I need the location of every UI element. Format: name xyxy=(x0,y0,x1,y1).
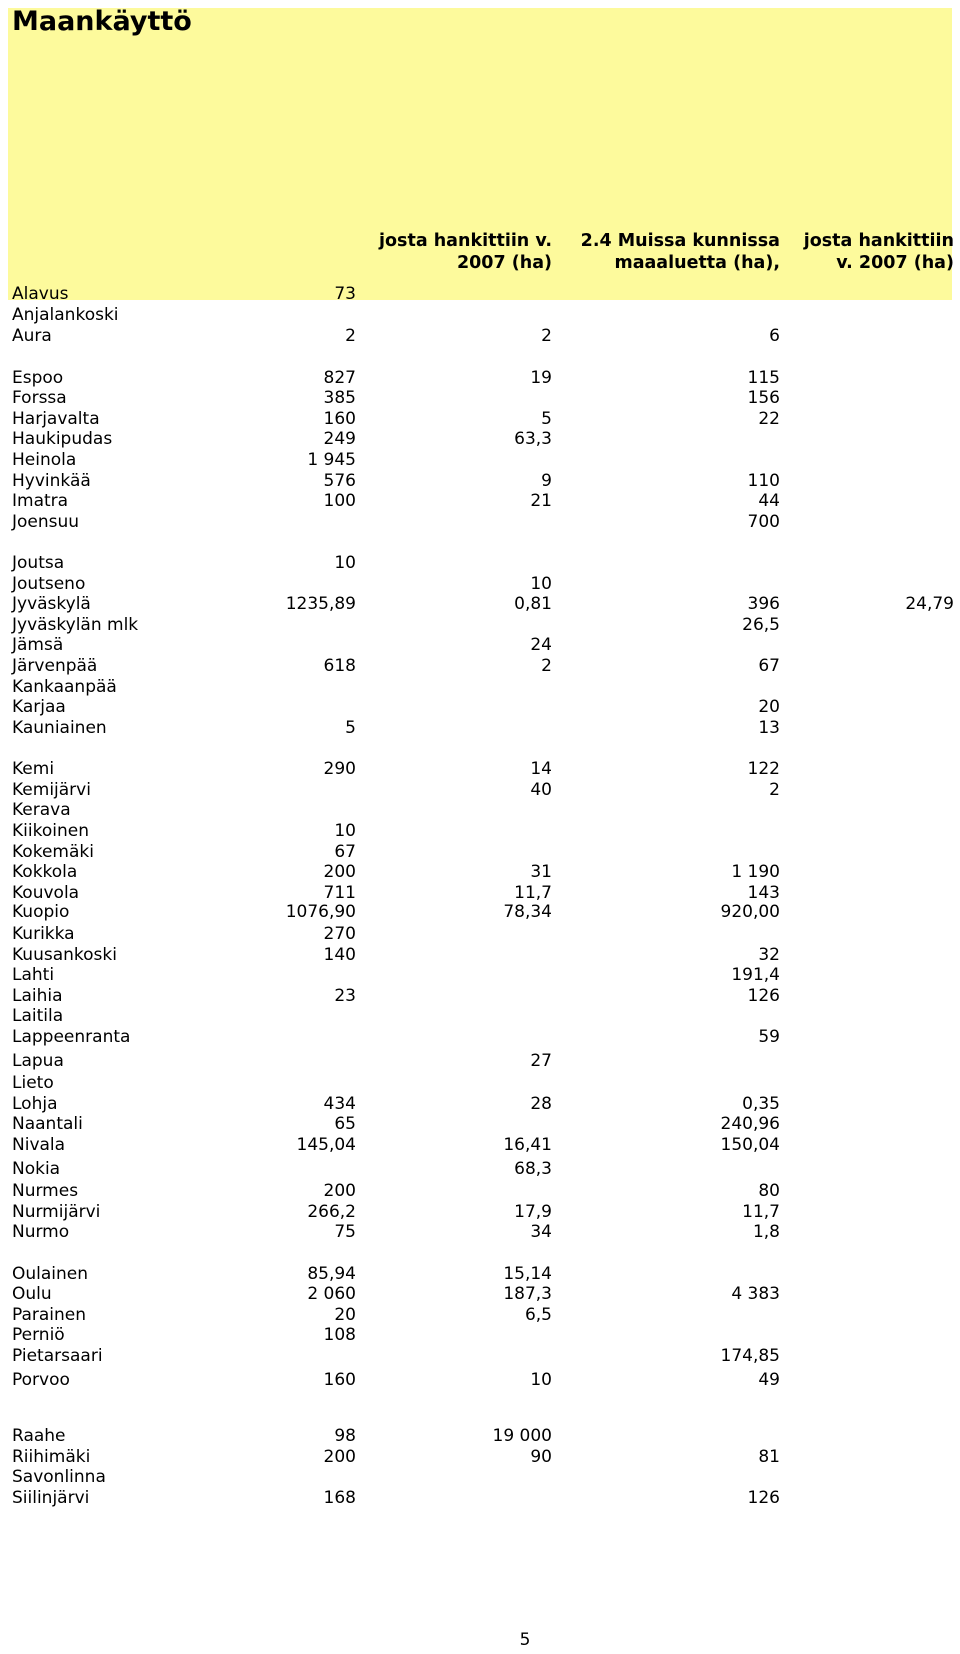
value-cell-3: 1 190 xyxy=(731,862,780,882)
value-cell-2: 27 xyxy=(530,1051,552,1071)
value-cell-1: 200 xyxy=(323,1181,356,1201)
municipality-cell: Jyväskylä xyxy=(12,594,91,614)
value-cell-3: 115 xyxy=(747,368,780,388)
table-row xyxy=(0,1324,960,1346)
value-cell-3: 126 xyxy=(747,986,780,1006)
value-cell-1: 2 xyxy=(345,326,356,346)
table-row xyxy=(0,1093,960,1115)
value-cell-1: 10 xyxy=(334,821,356,841)
table-row xyxy=(0,552,960,574)
value-cell-1: 75 xyxy=(334,1222,356,1242)
municipality-cell: Espoo xyxy=(12,368,64,388)
table-row xyxy=(0,325,960,347)
value-cell-3: 150,04 xyxy=(720,1135,780,1155)
table-row xyxy=(0,1304,960,1326)
municipality-cell: Kemijärvi xyxy=(12,780,91,800)
value-cell-2: 10 xyxy=(530,574,552,594)
value-cell-2: 16,41 xyxy=(503,1135,552,1155)
column-header-muissa-kunnissa xyxy=(581,230,780,274)
municipality-cell: Kuusankoski xyxy=(12,945,117,965)
municipality-cell: Perniö xyxy=(12,1325,65,1345)
municipality-cell: Anjalankoski xyxy=(12,305,119,325)
value-cell-1: 434 xyxy=(323,1094,356,1114)
table-row xyxy=(0,1369,960,1391)
value-cell-1: 711 xyxy=(323,883,356,903)
municipality-cell: Porvoo xyxy=(12,1370,70,1390)
value-cell-2: 6,5 xyxy=(524,1305,552,1325)
table-row xyxy=(0,449,960,471)
value-cell-1: 200 xyxy=(323,1447,356,1467)
value-cell-1: 385 xyxy=(323,388,356,408)
table-row xyxy=(0,1113,960,1135)
table-row xyxy=(0,944,960,966)
table-row xyxy=(0,1283,960,1305)
value-cell-2: 17,9 xyxy=(514,1202,552,1222)
value-cell-2: 68,3 xyxy=(514,1159,552,1179)
header-line: 2007 (ha) xyxy=(456,253,552,273)
value-cell-3: 191,4 xyxy=(731,965,780,985)
municipality-cell: Kemi xyxy=(12,759,55,779)
municipality-cell: Jyväskylän mlk xyxy=(12,615,139,635)
value-cell-3: 0,35 xyxy=(742,1094,780,1114)
table-row xyxy=(0,696,960,718)
value-cell-3: 11,7 xyxy=(742,1202,780,1222)
municipality-cell: Riihimäki xyxy=(12,1447,91,1467)
value-cell-4: 24,79 xyxy=(905,594,954,614)
value-cell-2: 2 xyxy=(541,326,552,346)
value-cell-3: 2 xyxy=(769,780,780,800)
municipality-cell: Savonlinna xyxy=(12,1467,106,1487)
municipality-cell: Alavus xyxy=(12,284,69,304)
table-row xyxy=(0,841,960,863)
page-number: 5 xyxy=(519,1630,531,1650)
municipality-cell: Parainen xyxy=(12,1305,87,1325)
table-row xyxy=(0,1134,960,1156)
value-cell-3: 143 xyxy=(747,883,780,903)
municipality-cell: Laihia xyxy=(12,986,63,1006)
table-row xyxy=(0,387,960,409)
table-row xyxy=(0,283,960,305)
value-cell-2: 187,3 xyxy=(503,1284,552,1304)
table-row xyxy=(0,304,960,326)
value-cell-1: 140 xyxy=(323,945,356,965)
table-row xyxy=(0,634,960,656)
header-line: v. 2007 (ha) xyxy=(836,253,954,273)
header-line: maaaluetta (ha), xyxy=(614,253,780,273)
value-cell-2: 90 xyxy=(530,1447,552,1467)
header-line: josta hankittiin xyxy=(803,231,954,251)
value-cell-1: 1 945 xyxy=(307,450,356,470)
value-cell-3: 22 xyxy=(758,409,780,429)
table-row xyxy=(0,1180,960,1202)
value-cell-3: 6 xyxy=(769,326,780,346)
value-cell-3: 26,5 xyxy=(742,615,780,635)
column-header-hankittiin-1 xyxy=(379,230,552,274)
value-cell-1: 145,04 xyxy=(296,1135,356,1155)
value-cell-1: 98 xyxy=(334,1426,356,1446)
municipality-cell: Laitila xyxy=(12,1006,64,1026)
municipality-cell: Kokemäki xyxy=(12,842,94,862)
table-row xyxy=(0,779,960,801)
table-row xyxy=(0,676,960,698)
header-line: 2.4 Muissa kunnissa xyxy=(580,231,780,251)
value-cell-1: 20 xyxy=(334,1305,356,1325)
municipality-cell: Aura xyxy=(12,326,52,346)
value-cell-2: 28 xyxy=(530,1094,552,1114)
table-row xyxy=(0,1466,960,1488)
municipality-cell: Lieto xyxy=(12,1073,54,1093)
table-row xyxy=(0,655,960,677)
municipality-cell: Kuopio xyxy=(12,902,70,922)
value-cell-2: 34 xyxy=(530,1222,552,1242)
value-cell-1: 73 xyxy=(334,284,356,304)
municipality-cell: Lappeenranta xyxy=(12,1027,131,1047)
municipality-cell: Oulu xyxy=(12,1284,52,1304)
value-cell-1: 168 xyxy=(323,1488,356,1508)
table-row xyxy=(0,367,960,389)
value-cell-3: 13 xyxy=(758,718,780,738)
municipality-cell: Siilinjärvi xyxy=(12,1488,90,1508)
municipality-cell: Joutsa xyxy=(12,553,65,573)
value-cell-3: 174,85 xyxy=(720,1346,780,1366)
value-cell-1: 1076,90 xyxy=(285,902,356,922)
value-cell-1: 67 xyxy=(334,842,356,862)
municipality-cell: Nurmijärvi xyxy=(12,1202,101,1222)
value-cell-1: 290 xyxy=(323,759,356,779)
municipality-cell: Joensuu xyxy=(12,512,80,532)
table-row xyxy=(0,799,960,821)
municipality-cell: Imatra xyxy=(12,491,69,511)
value-cell-1: 2 060 xyxy=(307,1284,356,1304)
municipality-cell: Kiikoinen xyxy=(12,821,89,841)
table-row xyxy=(0,820,960,842)
table-row xyxy=(0,408,960,430)
page-title: Maankäyttö xyxy=(12,6,192,37)
value-cell-1: 5 xyxy=(345,718,356,738)
value-cell-3: 80 xyxy=(758,1181,780,1201)
value-cell-2: 15,14 xyxy=(503,1264,552,1284)
value-cell-2: 2 xyxy=(541,656,552,676)
table-row xyxy=(0,985,960,1007)
table-row xyxy=(0,964,960,986)
table-row xyxy=(0,901,960,923)
table-row xyxy=(0,923,960,945)
value-cell-3: 156 xyxy=(747,388,780,408)
municipality-cell: Raahe xyxy=(12,1426,66,1446)
value-cell-3: 67 xyxy=(758,656,780,676)
municipality-cell: Kouvola xyxy=(12,883,80,903)
value-cell-1: 23 xyxy=(334,986,356,1006)
municipality-cell: Nurmes xyxy=(12,1181,79,1201)
value-cell-2: 78,34 xyxy=(503,902,552,922)
value-cell-3: 920,00 xyxy=(720,902,780,922)
municipality-cell: Kurikka xyxy=(12,924,75,944)
table-row xyxy=(0,490,960,512)
value-cell-1: 65 xyxy=(334,1114,356,1134)
table-row xyxy=(0,1345,960,1367)
table-row xyxy=(0,614,960,636)
value-cell-1: 85,94 xyxy=(307,1264,356,1284)
table-row xyxy=(0,1026,960,1048)
municipality-cell: Heinola xyxy=(12,450,77,470)
value-cell-1: 10 xyxy=(334,553,356,573)
value-cell-1: 100 xyxy=(323,491,356,511)
value-cell-2: 40 xyxy=(530,780,552,800)
value-cell-3: 396 xyxy=(747,594,780,614)
value-cell-1: 160 xyxy=(323,1370,356,1390)
value-cell-2: 10 xyxy=(530,1370,552,1390)
value-cell-1: 618 xyxy=(323,656,356,676)
table-row xyxy=(0,1050,960,1072)
table-row xyxy=(0,511,960,533)
value-cell-2: 21 xyxy=(530,491,552,511)
table-row xyxy=(0,758,960,780)
municipality-cell: Oulainen xyxy=(12,1264,89,1284)
municipality-cell: Lahti xyxy=(12,965,55,985)
value-cell-3: 240,96 xyxy=(720,1114,780,1134)
table-row xyxy=(0,1221,960,1243)
table-row xyxy=(0,593,960,615)
value-cell-1: 200 xyxy=(323,862,356,882)
value-cell-3: 59 xyxy=(758,1027,780,1047)
value-cell-1: 160 xyxy=(323,409,356,429)
municipality-cell: Nokia xyxy=(12,1159,61,1179)
table-row xyxy=(0,1072,960,1094)
table-row xyxy=(0,1263,960,1285)
value-cell-3: 44 xyxy=(758,491,780,511)
value-cell-1: 827 xyxy=(323,368,356,388)
municipality-cell: Järvenpää xyxy=(12,656,98,676)
municipality-cell: Jämsä xyxy=(12,635,64,655)
column-header-hankittiin-2 xyxy=(804,230,954,274)
municipality-cell: Kankaanpää xyxy=(12,677,117,697)
table-row xyxy=(0,573,960,595)
municipality-cell: Lapua xyxy=(12,1051,64,1071)
value-cell-3: 81 xyxy=(758,1447,780,1467)
table-row xyxy=(0,1425,960,1447)
value-cell-1: 1235,89 xyxy=(285,594,356,614)
value-cell-3: 110 xyxy=(747,471,780,491)
table-row xyxy=(0,1005,960,1027)
table-row xyxy=(0,1158,960,1180)
municipality-cell: Lohja xyxy=(12,1094,58,1114)
value-cell-2: 14 xyxy=(530,759,552,779)
value-cell-1: 576 xyxy=(323,471,356,491)
value-cell-2: 11,7 xyxy=(514,883,552,903)
value-cell-2: 5 xyxy=(541,409,552,429)
table-row xyxy=(0,1201,960,1223)
municipality-cell: Nurmo xyxy=(12,1222,70,1242)
value-cell-2: 9 xyxy=(541,471,552,491)
value-cell-2: 24 xyxy=(530,635,552,655)
table-row xyxy=(0,861,960,883)
value-cell-2: 63,3 xyxy=(514,429,552,449)
municipality-cell: Naantali xyxy=(12,1114,83,1134)
value-cell-3: 126 xyxy=(747,1488,780,1508)
municipality-cell: Pietarsaari xyxy=(12,1346,103,1366)
value-cell-3: 49 xyxy=(758,1370,780,1390)
value-cell-3: 1,8 xyxy=(752,1222,780,1242)
value-cell-1: 266,2 xyxy=(307,1202,356,1222)
value-cell-3: 122 xyxy=(747,759,780,779)
value-cell-2: 19 xyxy=(530,368,552,388)
value-cell-3: 4 383 xyxy=(731,1284,780,1304)
value-cell-2: 0,81 xyxy=(514,594,552,614)
value-cell-3: 32 xyxy=(758,945,780,965)
value-cell-2: 19 000 xyxy=(492,1426,552,1446)
municipality-cell: Harjavalta xyxy=(12,409,100,429)
table-row xyxy=(0,428,960,450)
municipality-cell: Hyvinkää xyxy=(12,471,91,491)
municipality-cell: Karjaa xyxy=(12,697,66,717)
value-cell-1: 249 xyxy=(323,429,356,449)
table-row xyxy=(0,1487,960,1509)
header-line: josta hankittiin v. xyxy=(379,231,552,251)
municipality-cell: Forssa xyxy=(12,388,67,408)
table-row xyxy=(0,470,960,492)
value-cell-3: 20 xyxy=(758,697,780,717)
value-cell-1: 108 xyxy=(323,1325,356,1345)
municipality-cell: Kauniainen xyxy=(12,718,107,738)
value-cell-3: 700 xyxy=(747,512,780,532)
table-row xyxy=(0,1446,960,1468)
value-cell-2: 31 xyxy=(530,862,552,882)
municipality-cell: Nivala xyxy=(12,1135,66,1155)
table-row xyxy=(0,717,960,739)
municipality-cell: Kerava xyxy=(12,800,71,820)
municipality-cell: Haukipudas xyxy=(12,429,113,449)
value-cell-1: 270 xyxy=(323,924,356,944)
municipality-cell: Joutseno xyxy=(12,574,86,594)
municipality-cell: Kokkola xyxy=(12,862,78,882)
